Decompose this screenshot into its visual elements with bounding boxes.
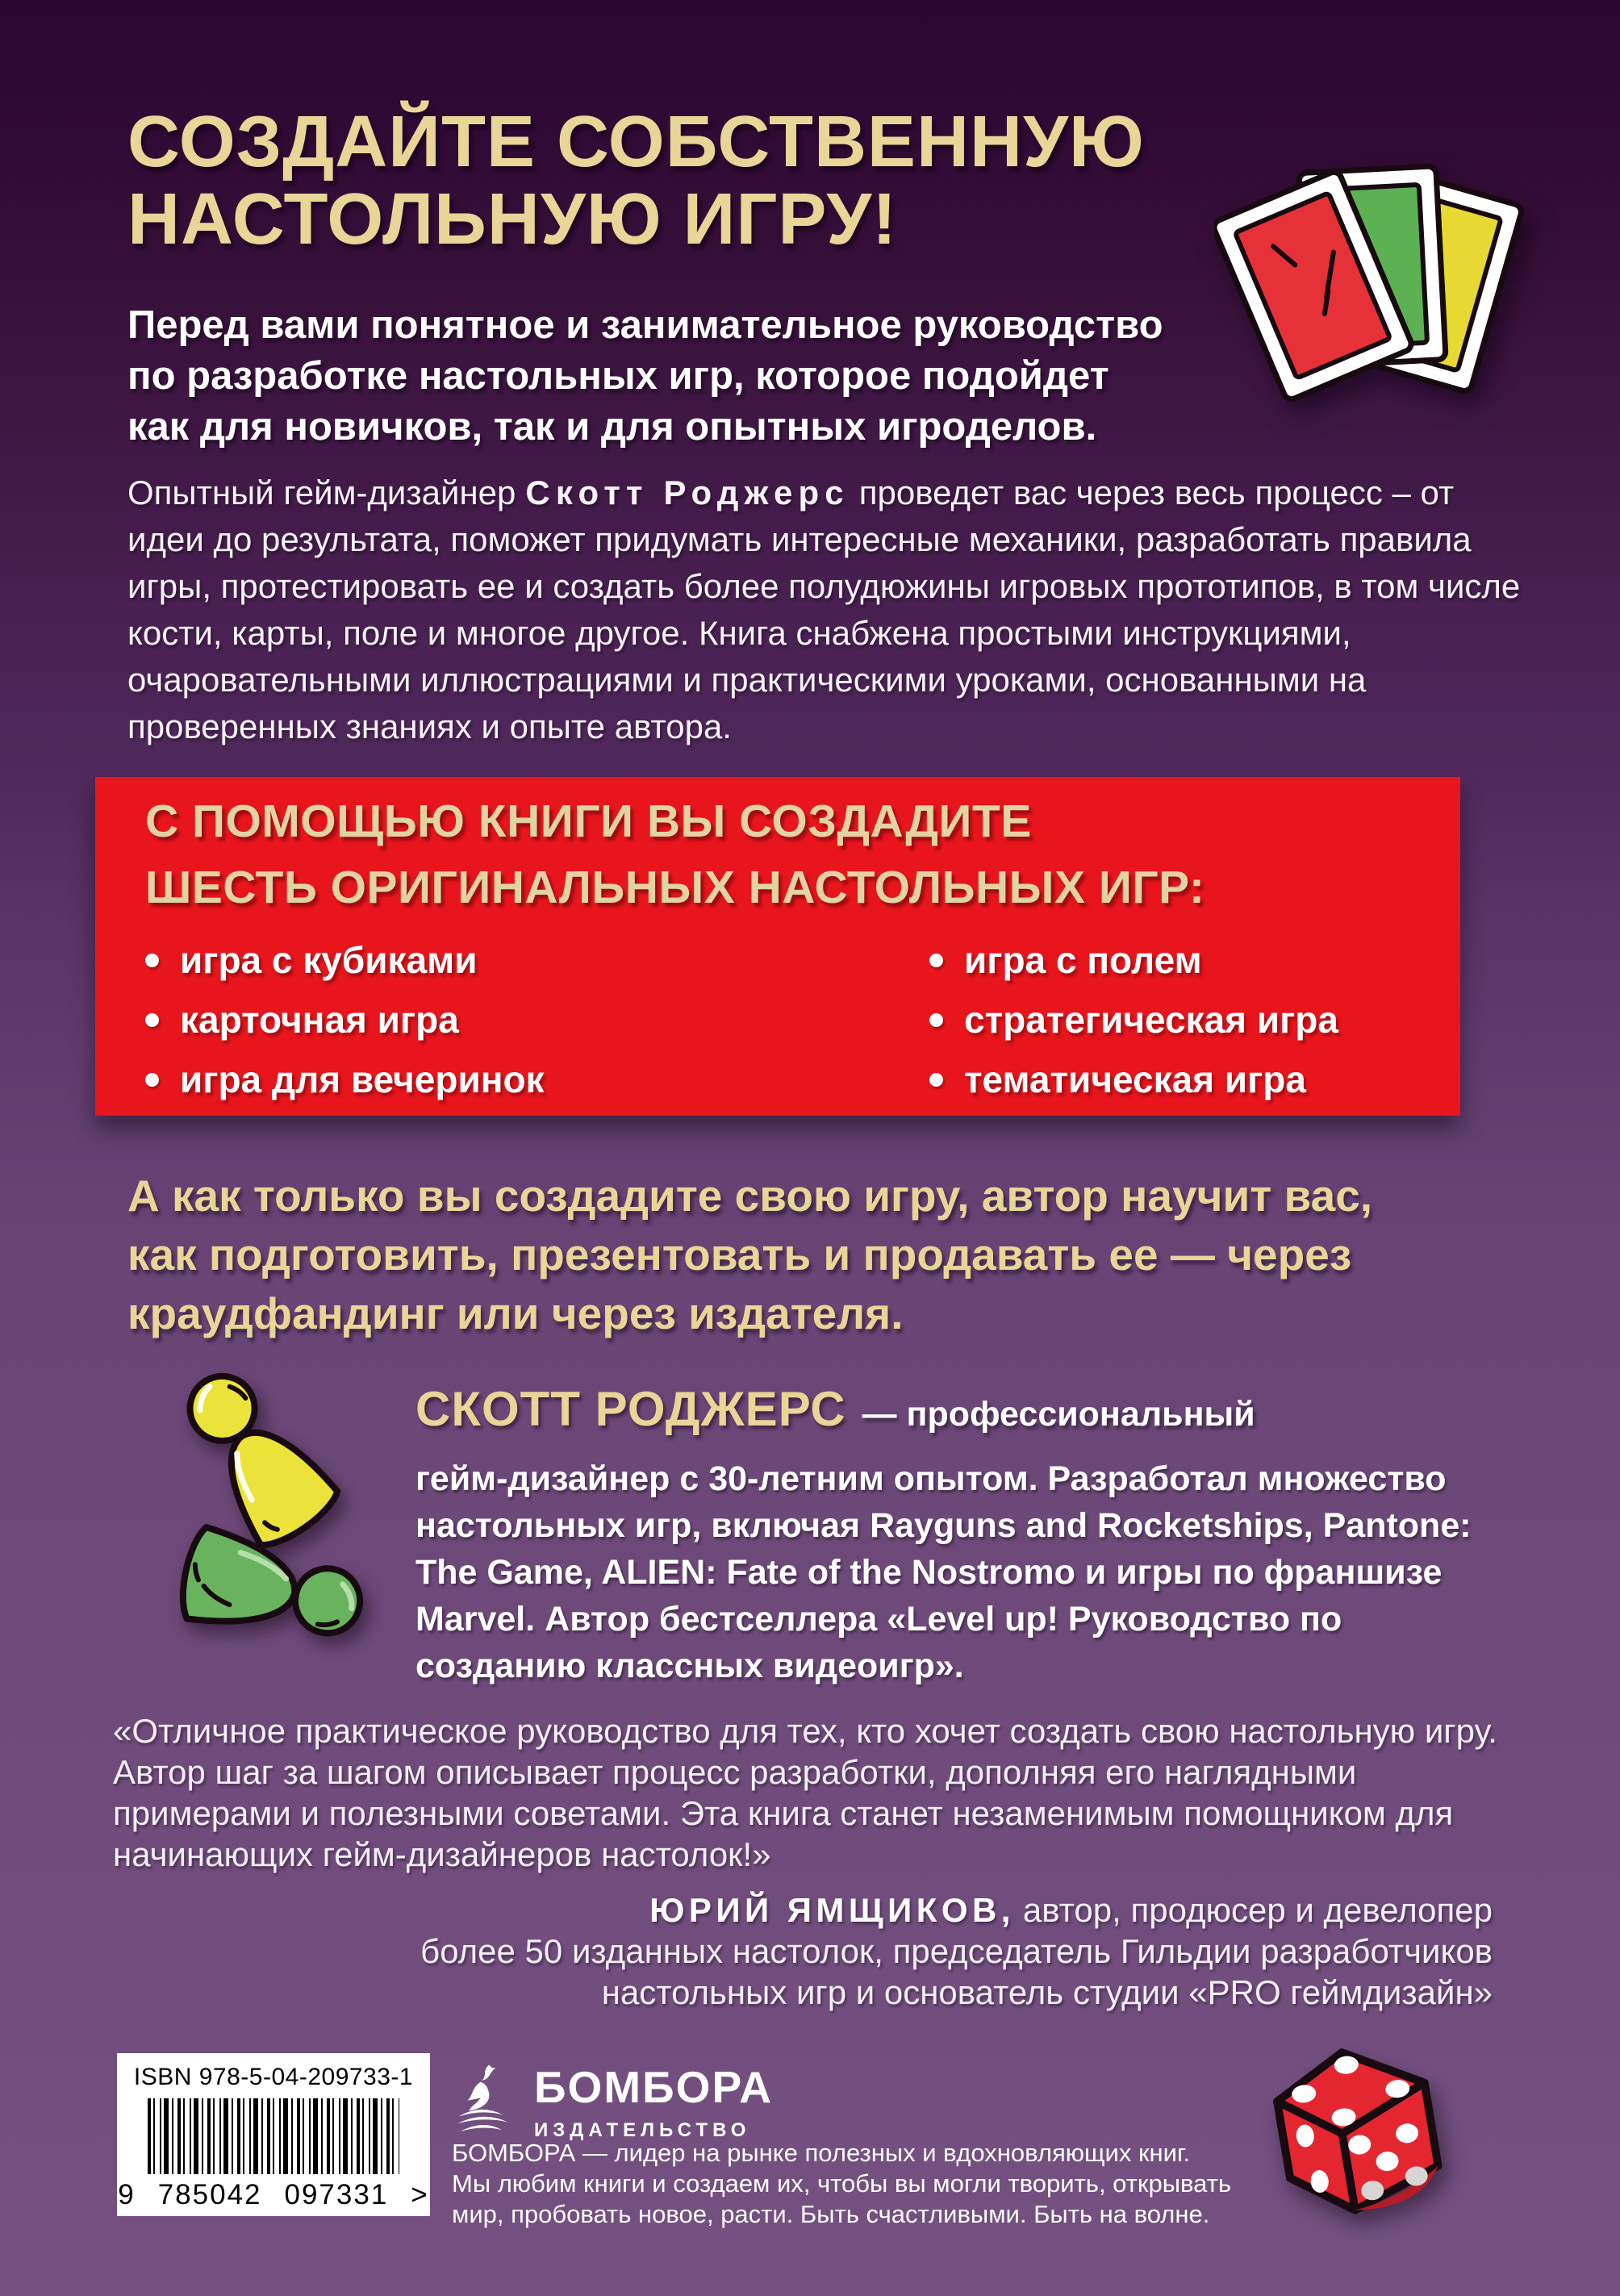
attribution-line: настольных игр и основатель студии «PRO геймдизайн»: [601, 1973, 1493, 2011]
game-pawns-icon: [168, 1370, 370, 1668]
reviewer-name: ЮРИЙ ЯМЩИКОВ,: [649, 1891, 1015, 1929]
games-panel-heading-line: ШЕСТЬ ОРИГИНАЛЬНЫХ НАСТОЛЬНЫХ ИГР:: [145, 862, 1205, 913]
intro-lead-line: Перед вами понятное и занимательное руководство: [127, 303, 1163, 347]
intro-body-line: кости, карты, поле и многое другое. Книга снабжена простыми инструкциями,: [127, 614, 1351, 652]
barcode-digit-group: 785042: [157, 2179, 262, 2210]
publisher-whale-logo-icon: [452, 2062, 516, 2136]
page-title: [127, 103, 1145, 258]
intro-body-line: проверенных знаниях и опыте автора.: [127, 708, 732, 745]
game-list-item: тематическая игра: [929, 1050, 1338, 1109]
author-bio-line: The Game, ALIEN: Fate of the Nostromo и игры по франшизе: [415, 1553, 1443, 1592]
barcode-icon: [148, 2098, 399, 2174]
publisher-name-block: [534, 2062, 773, 2142]
isbn-label: ISBN 978-5-04-209733-1: [133, 2064, 414, 2090]
promo-paragraph: [127, 1167, 1372, 1343]
author-bio-lead: — профессиональный: [862, 1395, 1255, 1434]
publisher-about-line: мир, пробовать новое, расти. Быть счастливыми. Быть на волне.: [452, 2200, 1210, 2228]
game-list-item: карточная игра: [145, 990, 545, 1050]
author-bio-line: созданию классных видеоигр».: [415, 1647, 964, 1685]
intro-body-paragraph: [127, 470, 1520, 750]
quote-attribution: [420, 1889, 1493, 2013]
author-bio: [415, 1381, 1472, 1689]
author-bio-line: Marvel. Автор бестселлера «Level up! Руководство по: [415, 1600, 1342, 1639]
author-name: СКОТТ РОДЖЕРС: [415, 1382, 846, 1436]
author-bio-line: настольных игр, включая Rayguns and Rocketships, Pantone:: [415, 1506, 1472, 1545]
intro-body-first-line: [127, 470, 1520, 516]
game-list-item: игра с полем: [929, 930, 1338, 990]
isbn-barcode-block: [117, 2053, 430, 2216]
intro-first-line-rest: проведет вас через весь процесс – от: [858, 474, 1455, 511]
review-quote: [113, 1710, 1497, 1875]
review-quote-line: «Отличное практическое руководство для тех, кто хочет создать свою настольную игру.: [113, 1712, 1497, 1750]
barcode-digit-group: >: [411, 2179, 429, 2210]
barcode-digit-group: 097331: [284, 2179, 389, 2210]
author-bio-line: гейм-дизайнер с 30-летним опытом. Разработал множество: [415, 1459, 1447, 1498]
game-list-item: игра с кубиками: [145, 930, 545, 990]
playing-cards-icon: [1214, 136, 1537, 426]
intro-lead-line: как для новичков, так и для опытных игроделов.: [127, 405, 1097, 449]
intro-lead-line: по разработке настольных игр, которое подойдет: [127, 354, 1109, 398]
author-name-inline: Скотт Роджерс: [525, 474, 850, 511]
title-line: НАСТОЛЬНУЮ ИГРУ!: [127, 179, 898, 260]
intro-lead-paragraph: [127, 300, 1163, 453]
barcode-digits: [117, 2179, 430, 2211]
games-list-left: [145, 930, 545, 1109]
game-list-item: стратегическая игра: [929, 990, 1338, 1050]
reviewer-role: автор, продюсер и девелопер: [1022, 1891, 1493, 1929]
intro-body-line: игры, протестировать ее и создать более полудюжины игровых прототипов, в том числе: [127, 567, 1521, 605]
intro-body-line: очаровательными иллюстрациями и практическими уроками, основанными на: [127, 661, 1367, 699]
publisher-block: [452, 2062, 773, 2142]
publisher-about-line: БОМБОРА — лидер на рынке полезных и вдохновляющих книг.: [452, 2139, 1191, 2167]
games-panel-heading: [145, 788, 1205, 920]
publisher-about: [452, 2138, 1231, 2230]
review-quote-line: Автор шаг за шагом описывает процесс разработки, дополняя его наглядными: [113, 1753, 1357, 1791]
publisher-subtitle: ИЗДАТЕЛЬСТВО: [534, 2119, 751, 2141]
attribution-line: более 50 изданных настолок, председатель Гильдии разработчиков: [420, 1932, 1493, 1970]
intro-prefix: Опытный гейм-дизайнер: [127, 474, 516, 511]
pawn-yellow: [168, 1370, 344, 1554]
games-list-right: [929, 930, 1338, 1109]
review-quote-line: начинающих гейм-дизайнеров настолок!»: [113, 1835, 771, 1873]
intro-body-line: идеи до результата, поможет придумать интересные механики, разработать правила: [127, 520, 1472, 558]
dice-icon: [1242, 2021, 1468, 2247]
promo-line: А как только вы создадите свою игру, автор научит вас,: [127, 1171, 1373, 1221]
title-line: СОЗДАЙТЕ СОБСТВЕННУЮ: [127, 102, 1145, 182]
games-panel-heading-line: С ПОМОЩЬЮ КНИГИ ВЫ СОЗДАДИТЕ: [145, 795, 1032, 847]
publisher-name: БОМБОРА: [534, 2062, 774, 2112]
games-panel: [95, 777, 1460, 1116]
attribution-first-line: [420, 1889, 1493, 1931]
barcode-digit-group: 9: [118, 2179, 136, 2210]
promo-line: краудфандинг или через издателя.: [127, 1288, 904, 1338]
author-bio-heading: [415, 1381, 1472, 1442]
promo-line: как подготовить, презентовать и продавать ее — через: [127, 1229, 1352, 1279]
publisher-about-line: Мы любим книги и создаем их, чтобы вы могли творить, открывать: [452, 2169, 1232, 2198]
game-list-item: игра для вечеринок: [145, 1050, 545, 1109]
review-quote-line: примерами и полезными советами. Эта книга станет незаменимым помощником для: [113, 1794, 1454, 1832]
